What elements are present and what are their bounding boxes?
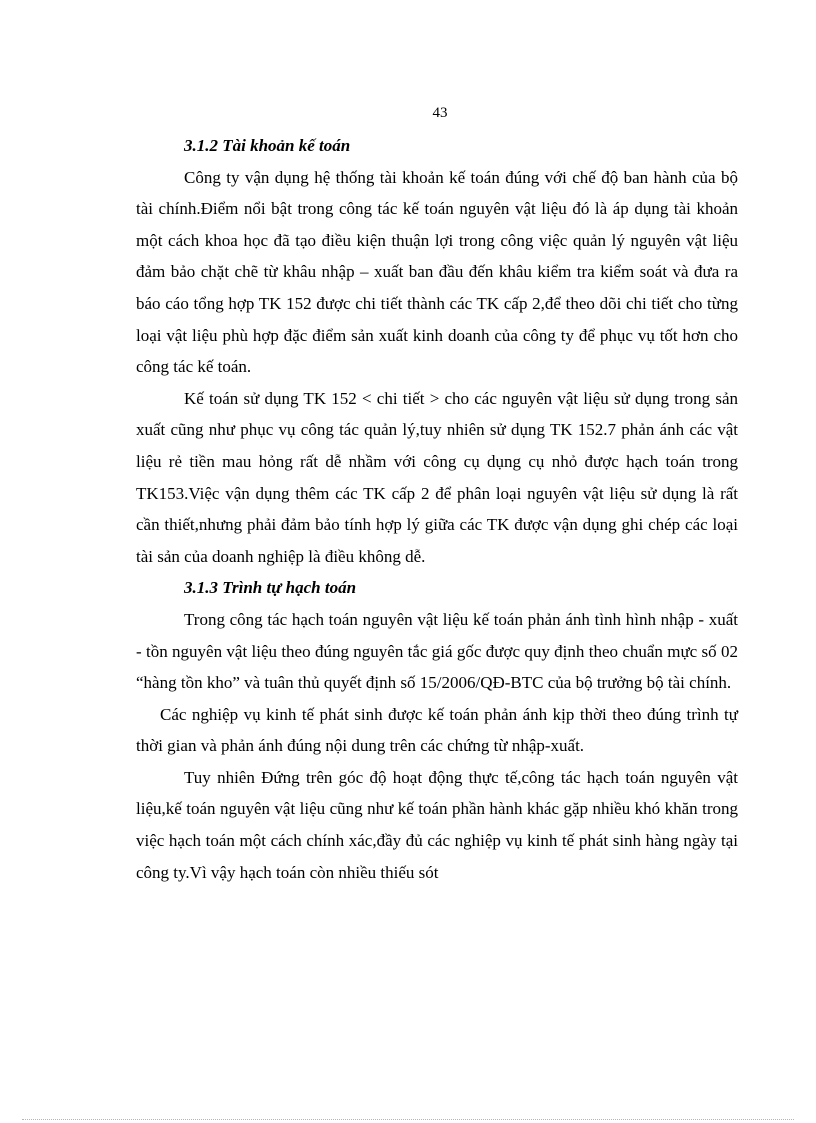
section-heading-tai-khoan: 3.1.2 Tài khoản kế toán [184, 136, 351, 155]
paragraph: Tuy nhiên Đứng trên góc độ hoạt động thực tế,công tác hạch toán nguyên vật liệu,kế toán nguyên vật liệu cũng như kế toán phần hành khác gặp nhiều khó khăn trong việc hạch toán một cách chính xác,đầy đủ các nghiệp vụ kinh tế phát sinh hàng ngày tại công ty.Vì vậy hạch toán còn nhiều thiếu sót [136, 767, 738, 882]
section-heading-trinh-tu: 3.1.3 Trình tự hạch toán [184, 578, 357, 598]
page-number: 43 [432, 105, 448, 121]
paragraph: Các nghiệp vụ kinh tế phát sinh được kế toán phản ánh kịp thời theo đúng trình tự thời gian và phản ánh đúng nội dung trên các chứng từ nhập-xuất. [136, 704, 738, 756]
paragraph: Kế toán sử dụng TK 152 < chi tiết > cho các nguyên vật liệu sử dụng trong sản xuất cũng như phục vụ công tác quản lý,tuy nhiên sử dụng TK 152.7 phản ánh các vật liệu rẻ tiền mau hỏng rất dễ nhầm với công cụ dụng cụ nhỏ được hạch toán trong TK153.Việc vận dụng thêm các TK cấp 2 để phân loại nguyên vật liệu sử dụng là rất cần thiết,nhưng phải đảm bảo tính hợp lý giữa các TK được vận dụng ghi chép các loại tài sản của doanh nghiệp là điều không dễ. [136, 388, 738, 566]
paragraph: Công ty vận dụng hệ thống tài khoản kế toán đúng với chế độ ban hành của bộ tài chính.Điểm nổi bật trong công tác kế toán nguyên vật liệu đó là áp dụng tài khoản một cách khoa học đã tạo điều kiện thuận lợi trong công việc quản lý nguyên vật liệu đảm bảo chặt chẽ từ khâu nhập – xuất ban đầu đến khâu kiểm tra kiểm soát và đưa ra báo cáo tổng hợp TK 152 được chi tiết thành các TK cấp 2,để theo dõi chi tiết cho từng loại vật liệu phù hợp đặc điểm sản xuất kinh doanh của công ty để phục vụ tốt hơn cho công tác kế toán. [136, 167, 738, 377]
paragraph: Trong công tác hạch toán nguyên vật liệu kế toán phản ánh tình hình nhập - xuất - tồn nguyên vật liệu theo đúng nguyên tắc giá gốc được quy định theo chuẩn mực số 02 “hàng tồn kho” và tuân thủ quyết định số 15/2006/QĐ-BTC của bộ trưởng bộ tài chính. [136, 609, 738, 693]
page-bottom-divider [22, 1119, 794, 1120]
document-body [136, 130, 738, 888]
